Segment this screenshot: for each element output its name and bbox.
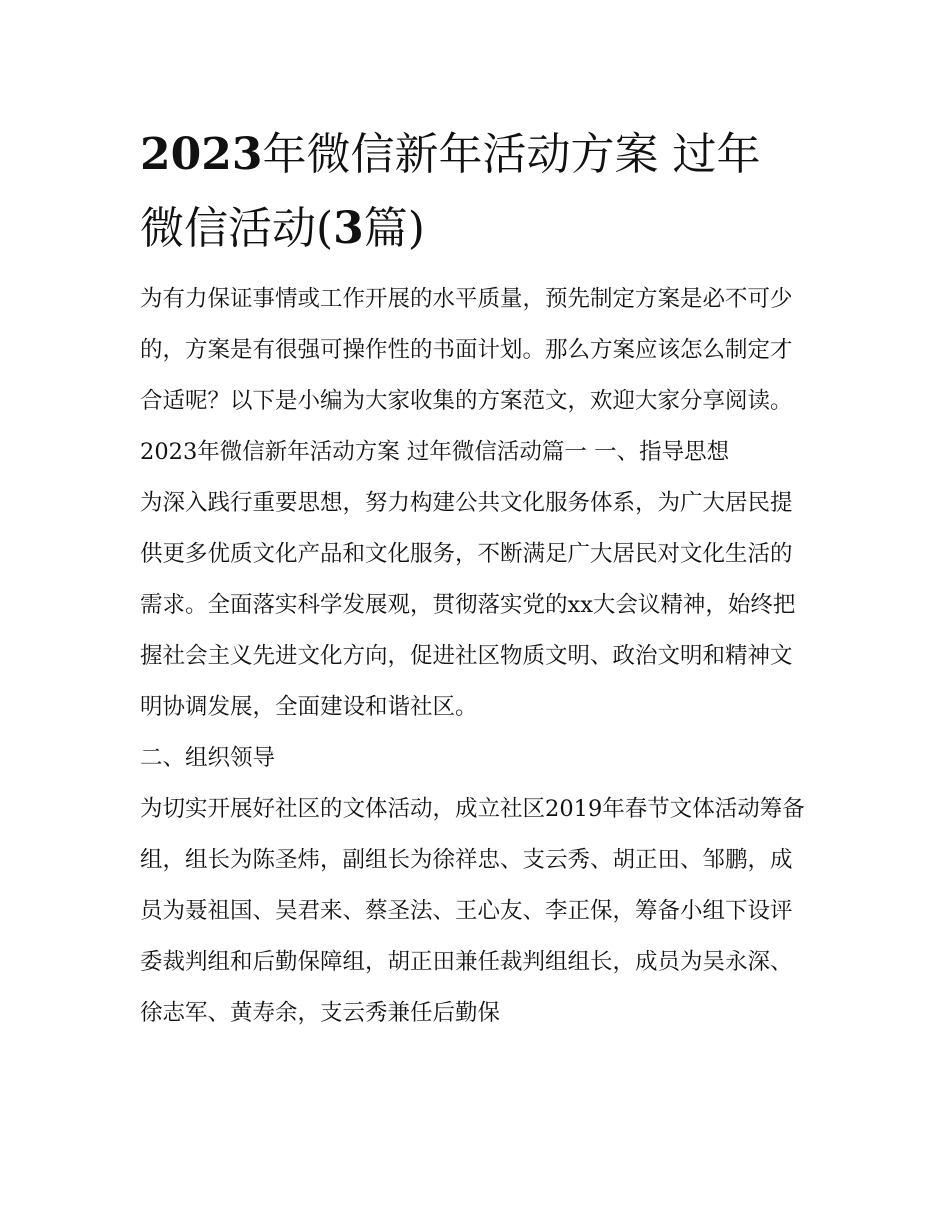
section-heading-organization: 二、组织领导	[140, 745, 276, 771]
title-text-part-1: 年微信新年活动方案 过年微信活动(	[140, 129, 761, 254]
section-heading-part-one: 2023年微信新年活动方案 过年微信活动篇一 一、指导思想	[140, 439, 730, 465]
title-text-part-2: 篇)	[363, 203, 425, 254]
title-count: 3	[333, 203, 364, 254]
guiding-ideology-paragraph: 为深入践行重要思想，努力构建公共文化服务体系，为广大居民提供更多优质文化产品和文化服务，不断满足广大居民对文化生活的需求。全面落实科学发展观，贯彻落实党的xx大会议精神，始终把握社会主义先进文化方向，促进社区物质文明、政治文明和精神文明协调发展，全面建设和谐社区。	[140, 490, 796, 720]
organization-paragraph: 为切实开展好社区的文体活动，成立社区2019年春节文体活动筹备组，组长为陈圣炜，副组长为徐祥忠、支云秀、胡正田、邹鹏，成员为聂祖国、吴君来、蔡圣法、王心友、李正保，筹备小组下设评委裁判组和后勤保障组，胡正田兼任裁判组组长，成员为吴永深、徐志军、黄寿余，支云秀兼任后勤保	[140, 796, 805, 1026]
document-content	[140, 118, 812, 1039]
document-title	[140, 118, 780, 266]
intro-paragraph: 为有力保证事情或工作开展的水平质量，预先制定方案是必不可少的，方案是有很强可操作性的书面计划。那么方案应该怎么制定才合适呢？以下是小编为大家收集的方案范文，欢迎大家分享阅读。	[140, 286, 793, 414]
title-year: 2023	[140, 129, 263, 180]
